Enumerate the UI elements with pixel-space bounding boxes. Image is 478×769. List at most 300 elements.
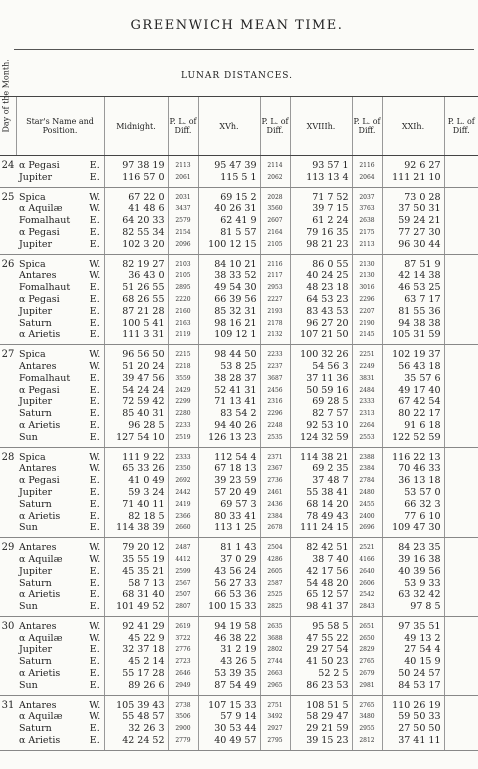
pl-header: P. L. of Diff. [168, 97, 198, 156]
pl-value: 2175 [352, 227, 382, 239]
pl-value-partial [444, 475, 478, 487]
distance-value: 100 5 41 [104, 318, 168, 330]
star-name: α Pegasi [19, 226, 60, 238]
distance-value: 71 7 52 [290, 187, 352, 203]
distance-value: 86 23 53 [290, 680, 352, 695]
table-row [0, 294, 478, 306]
distance-value: 55 48 57 [104, 711, 168, 723]
pl-value: 2113 [352, 239, 382, 254]
distance-value: 110 26 19 [382, 695, 444, 711]
table-row [0, 487, 478, 499]
pl-value: 2579 [168, 215, 198, 227]
star-name: Jupiter [16, 239, 86, 254]
pl-value: 2299 [168, 396, 198, 408]
pl-value: 2233 [260, 345, 290, 361]
table-row [0, 475, 478, 487]
star-name: Jupiter [16, 172, 86, 187]
day-number [0, 361, 16, 373]
pl-value: 2178 [260, 318, 290, 330]
distance-value: 78 49 43 [290, 511, 352, 523]
star-position: W. [89, 203, 101, 215]
pl-value: 2776 [168, 644, 198, 656]
distance-value: 82 7 57 [290, 408, 352, 420]
star-name: α Arietis [19, 668, 61, 680]
distance-value: 109 47 30 [382, 522, 444, 537]
distance-value: 55 38 41 [290, 487, 352, 499]
pl-value-partial [444, 566, 478, 578]
pl-value-partial [444, 554, 478, 566]
star-name: Antares [19, 620, 57, 632]
pl-value: 2249 [352, 361, 382, 373]
midnight-header: Midnight. [104, 97, 168, 156]
pl-value: 2163 [168, 318, 198, 330]
distance-value: 126 13 23 [198, 432, 260, 447]
pl-value-partial [444, 385, 478, 397]
star-name: α Arietis [19, 419, 61, 431]
table-row [0, 511, 478, 523]
pl-value: 2233 [168, 420, 198, 432]
day-number [0, 511, 16, 523]
pl-header: P. L. of Diff. [260, 97, 290, 156]
star-name: Saturn [19, 577, 52, 589]
pl-value: 2736 [260, 475, 290, 487]
distance-value: 92 6 27 [382, 156, 444, 172]
pl-value-partial [444, 318, 478, 330]
distance-value: 41 50 23 [290, 656, 352, 668]
pl-value: 4166 [352, 554, 382, 566]
distance-value: 51 26 55 [104, 282, 168, 294]
table-row [0, 227, 478, 239]
table-row [0, 616, 478, 632]
pl-value: 2895 [168, 282, 198, 294]
day-number [0, 554, 16, 566]
star-position: E. [89, 486, 100, 498]
distance-value: 68 31 40 [104, 589, 168, 601]
star-position: W. [89, 451, 101, 463]
day-number [0, 408, 16, 420]
day-number [0, 373, 16, 385]
pl-value: 2651 [352, 616, 382, 632]
distance-value: 84 53 17 [382, 680, 444, 695]
pl-value: 2237 [260, 361, 290, 373]
day-number [0, 566, 16, 578]
star-position: W. [89, 349, 101, 361]
table-row [0, 172, 478, 187]
pl-value: 2605 [260, 566, 290, 578]
distance-value: 68 26 55 [104, 294, 168, 306]
day-number [0, 203, 16, 215]
pl-value: 4412 [168, 554, 198, 566]
distance-value: 61 2 24 [290, 215, 352, 227]
distance-value: 86 0 55 [290, 254, 352, 270]
day-number: 31 [1, 699, 15, 711]
distance-value: 40 24 25 [290, 270, 352, 282]
distance-value: 56 43 18 [382, 361, 444, 373]
distance-value: 85 40 31 [104, 408, 168, 420]
distance-value: 81 5 57 [198, 227, 260, 239]
pl-value: 2738 [168, 695, 198, 711]
distance-value: 84 23 35 [382, 538, 444, 554]
pl-value: 2296 [260, 408, 290, 420]
distance-value: 39 15 23 [290, 735, 352, 750]
table-row [0, 215, 478, 227]
star-position: W. [89, 258, 101, 270]
distance-value: 35 55 19 [104, 554, 168, 566]
pl-value: 2062 [260, 172, 290, 187]
pl-value: 3437 [168, 203, 198, 215]
distance-value: 39 7 15 [290, 203, 352, 215]
pl-value: 2366 [168, 511, 198, 523]
table-row [0, 254, 478, 270]
star-position: E. [89, 419, 100, 431]
star-position: W. [89, 711, 101, 723]
day-number [0, 463, 16, 475]
pl-value: 2190 [352, 318, 382, 330]
page-title: GREENWICH MEAN TIME. [130, 18, 344, 33]
day-number [0, 522, 16, 537]
day-number: 28 [1, 451, 15, 463]
pl-value-partial [444, 227, 478, 239]
day-header: Day of the Month. [0, 97, 16, 156]
pl-value: 2227 [260, 294, 290, 306]
table-title: LUNAR DISTANCES. [180, 71, 294, 81]
pl-value: 2507 [168, 589, 198, 601]
pl-value-partial [444, 735, 478, 750]
distance-value: 111 21 10 [382, 172, 444, 187]
pl-value-partial [444, 511, 478, 523]
distance-value: 45 2 14 [104, 656, 168, 668]
distance-value: 43 56 24 [198, 566, 260, 578]
pl-value: 2371 [260, 447, 290, 463]
star-name: α Arietis [19, 510, 61, 522]
table-row [0, 633, 478, 645]
pl-value-partial [444, 487, 478, 499]
pl-value: 2638 [352, 215, 382, 227]
distance-value: 65 12 57 [290, 589, 352, 601]
star-name: Jupiter [19, 486, 53, 498]
pl-value: 2663 [260, 668, 290, 680]
distance-value: 98 41 37 [290, 601, 352, 616]
pl-value-partial [444, 656, 478, 668]
star-name: Fomalhaut [19, 372, 71, 384]
pl-value: 3560 [260, 203, 290, 215]
distance-value: 47 55 22 [290, 633, 352, 645]
pl-value: 2635 [260, 616, 290, 632]
distance-value: 98 16 21 [198, 318, 260, 330]
day-number [0, 735, 16, 750]
pl-value: 2132 [260, 329, 290, 344]
day-number: 26 [1, 258, 15, 270]
day-number: 27 [1, 349, 15, 361]
day-number [0, 396, 16, 408]
distance-value: 83 43 53 [290, 306, 352, 318]
table-row [0, 463, 478, 475]
distance-value: 32 26 3 [104, 723, 168, 735]
table-row [0, 447, 478, 463]
table-row [0, 432, 478, 447]
table-row [0, 711, 478, 723]
pl-value-partial [444, 447, 478, 463]
distance-value: 116 57 0 [104, 172, 168, 187]
distance-value: 116 22 13 [382, 447, 444, 463]
day-number [0, 633, 16, 645]
pl-value: 2744 [260, 656, 290, 668]
star-name: Jupiter [19, 644, 53, 656]
pl-value: 2965 [260, 680, 290, 695]
distance-value: 105 39 43 [104, 695, 168, 711]
distance-value: 51 20 24 [104, 361, 168, 373]
pl-value-partial [444, 616, 478, 632]
pl-value: 2296 [352, 294, 382, 306]
table-row [0, 589, 478, 601]
pl-value: 2751 [260, 695, 290, 711]
star-position: E. [89, 384, 100, 396]
distance-value: 59 50 33 [382, 711, 444, 723]
distance-value: 111 3 31 [104, 329, 168, 344]
distance-value: 113 1 25 [198, 522, 260, 537]
distance-value: 59 3 24 [104, 487, 168, 499]
table-row [0, 668, 478, 680]
star-name: Antares [19, 542, 57, 554]
day-number [0, 215, 16, 227]
distance-value: 30 53 44 [198, 723, 260, 735]
table-row [0, 385, 478, 397]
pl-value: 3688 [260, 633, 290, 645]
distance-value: 49 13 2 [382, 633, 444, 645]
day-number [0, 475, 16, 487]
distance-value: 48 23 18 [290, 282, 352, 294]
star-position: E. [89, 293, 100, 305]
distance-value: 82 19 27 [104, 254, 168, 270]
day-number [0, 499, 16, 511]
pl-value: 2784 [352, 475, 382, 487]
star-position: W. [89, 699, 101, 711]
distance-value: 39 23 59 [198, 475, 260, 487]
table-row [0, 361, 478, 373]
table-row [0, 270, 478, 282]
distance-value: 82 18 5 [104, 511, 168, 523]
pl-value: 2119 [168, 329, 198, 344]
pl-value: 2646 [168, 668, 198, 680]
pl-value: 2316 [260, 396, 290, 408]
distance-value: 94 38 38 [382, 318, 444, 330]
distance-value: 94 19 58 [198, 616, 260, 632]
pl-value: 2388 [352, 447, 382, 463]
pl-value-partial [444, 633, 478, 645]
star-name: Saturn [19, 408, 52, 420]
distance-value: 112 54 4 [198, 447, 260, 463]
distance-value: 80 33 41 [198, 511, 260, 523]
pl-header-partial: P. L. of Diff. [444, 97, 478, 156]
pl-value: 2678 [260, 522, 290, 537]
distance-value: 49 17 40 [382, 385, 444, 397]
table-row [0, 680, 478, 695]
table-row [0, 656, 478, 668]
pl-value-partial [444, 254, 478, 270]
day-number [0, 420, 16, 432]
pl-value: 3687 [260, 373, 290, 385]
distance-value: 96 27 20 [290, 318, 352, 330]
table-body [0, 156, 478, 751]
table-row [0, 695, 478, 711]
distance-value: 80 22 17 [382, 408, 444, 420]
pl-value: 2679 [352, 668, 382, 680]
pl-value: 2807 [168, 601, 198, 616]
distance-value: 54 24 24 [104, 385, 168, 397]
distance-value: 85 32 31 [198, 306, 260, 318]
distance-value: 49 54 30 [198, 282, 260, 294]
distance-value: 53 39 35 [198, 668, 260, 680]
pl-value: 3492 [260, 711, 290, 723]
distance-value: 54 48 20 [290, 578, 352, 590]
distance-value: 42 14 38 [382, 270, 444, 282]
pl-value: 2037 [352, 187, 382, 203]
distance-value: 81 1 43 [198, 538, 260, 554]
table-row [0, 578, 478, 590]
pl-value: 2812 [352, 735, 382, 750]
pl-value-partial [444, 522, 478, 537]
distance-value: 45 22 9 [104, 633, 168, 645]
star-position: E. [86, 735, 104, 750]
star-name: Saturn [19, 723, 52, 735]
pl-value-partial [444, 723, 478, 735]
pl-value-partial [444, 361, 478, 373]
star-name: α Arietis [19, 589, 61, 601]
xxi-header: XXIh. [382, 97, 444, 156]
pl-value: 2843 [352, 601, 382, 616]
pl-value: 2461 [260, 487, 290, 499]
pl-header: P. L. of Diff. [352, 97, 382, 156]
pl-value: 2218 [168, 361, 198, 373]
distance-value: 35 57 6 [382, 373, 444, 385]
pl-value: 2660 [168, 522, 198, 537]
star-position: E. [86, 601, 104, 616]
distance-value: 69 2 35 [290, 463, 352, 475]
distance-value: 57 20 49 [198, 487, 260, 499]
xv-header: XVh. [198, 97, 260, 156]
star-position: E. [89, 577, 100, 589]
distance-value: 42 24 52 [104, 735, 168, 750]
table-row [0, 306, 478, 318]
pl-value: 2765 [352, 656, 382, 668]
pl-value: 2113 [168, 156, 198, 172]
day-number [0, 487, 16, 499]
pl-value-partial [444, 270, 478, 282]
pl-value: 2367 [260, 463, 290, 475]
star-name: Sun [16, 680, 86, 695]
day-number [0, 432, 16, 447]
distance-value: 102 19 37 [382, 345, 444, 361]
distance-value: 77 27 30 [382, 227, 444, 239]
table-row [0, 203, 478, 215]
star-position: W. [89, 553, 101, 565]
star-name: Antares [19, 360, 57, 372]
pl-value: 2116 [352, 156, 382, 172]
pl-value-partial [444, 408, 478, 420]
star-position: E. [89, 644, 100, 656]
pl-value: 2031 [168, 187, 198, 203]
distance-value: 57 9 14 [198, 711, 260, 723]
table-row [0, 554, 478, 566]
star-name: α Pegasi [19, 475, 60, 487]
star-name: Antares [19, 270, 57, 282]
distance-value: 95 58 5 [290, 616, 352, 632]
distance-value: 53 9 33 [382, 578, 444, 590]
title-rule [14, 49, 474, 50]
pl-value: 2442 [168, 487, 198, 499]
pl-value: 2220 [168, 294, 198, 306]
pl-value: 2350 [168, 463, 198, 475]
distance-value: 87 21 28 [104, 306, 168, 318]
distance-value: 108 51 5 [290, 695, 352, 711]
distance-value: 27 50 50 [382, 723, 444, 735]
pl-value: 2105 [168, 270, 198, 282]
pl-value: 2400 [352, 511, 382, 523]
distance-value: 69 15 2 [198, 187, 260, 203]
distance-value: 98 44 50 [198, 345, 260, 361]
table-row [0, 499, 478, 511]
pl-value: 3016 [352, 282, 382, 294]
pl-value: 2825 [260, 601, 290, 616]
distance-value: 124 32 59 [290, 432, 352, 447]
distance-value: 81 55 36 [382, 306, 444, 318]
pl-value: 2480 [352, 487, 382, 499]
pl-value: 2456 [260, 385, 290, 397]
day-number [0, 589, 16, 601]
distance-value: 97 38 19 [104, 156, 168, 172]
pl-value: 2193 [260, 306, 290, 318]
pl-value-partial [444, 187, 478, 203]
distance-value: 37 11 36 [290, 373, 352, 385]
distance-value: 77 6 10 [382, 511, 444, 523]
distance-value: 53 8 25 [198, 361, 260, 373]
distance-value: 58 29 47 [290, 711, 352, 723]
distance-value: 67 22 0 [104, 187, 168, 203]
day-number [0, 227, 16, 239]
distance-value: 53 57 0 [382, 487, 444, 499]
pl-value: 2154 [168, 227, 198, 239]
distance-value: 113 13 4 [290, 172, 352, 187]
pl-value: 2829 [352, 644, 382, 656]
distance-value: 107 15 33 [198, 695, 260, 711]
star-position: W. [89, 620, 101, 632]
distance-value: 100 32 26 [290, 345, 352, 361]
day-number [0, 172, 16, 187]
distance-value: 71 13 41 [198, 396, 260, 408]
pl-value: 2949 [168, 680, 198, 695]
distance-value: 37 0 29 [198, 554, 260, 566]
pl-value-partial [444, 203, 478, 215]
pl-value: 2207 [352, 306, 382, 318]
pl-value: 2096 [168, 239, 198, 254]
star-position: E. [89, 396, 100, 408]
star-position: E. [89, 160, 100, 171]
star-name: α Arietis [16, 329, 86, 344]
distance-value: 109 12 1 [198, 329, 260, 344]
distance-value: 96 30 44 [382, 239, 444, 254]
star-name: Sun [16, 601, 86, 616]
distance-value: 31 2 19 [198, 644, 260, 656]
distance-value: 66 39 56 [198, 294, 260, 306]
pl-value: 2215 [168, 345, 198, 361]
day-number [0, 306, 16, 318]
table-row [0, 329, 478, 344]
pl-value: 2504 [260, 538, 290, 554]
star-name: α Aquilæ [19, 632, 63, 644]
pl-value: 2455 [352, 499, 382, 511]
star-position: E. [89, 668, 100, 680]
star-name: Fomalhaut [19, 282, 71, 294]
